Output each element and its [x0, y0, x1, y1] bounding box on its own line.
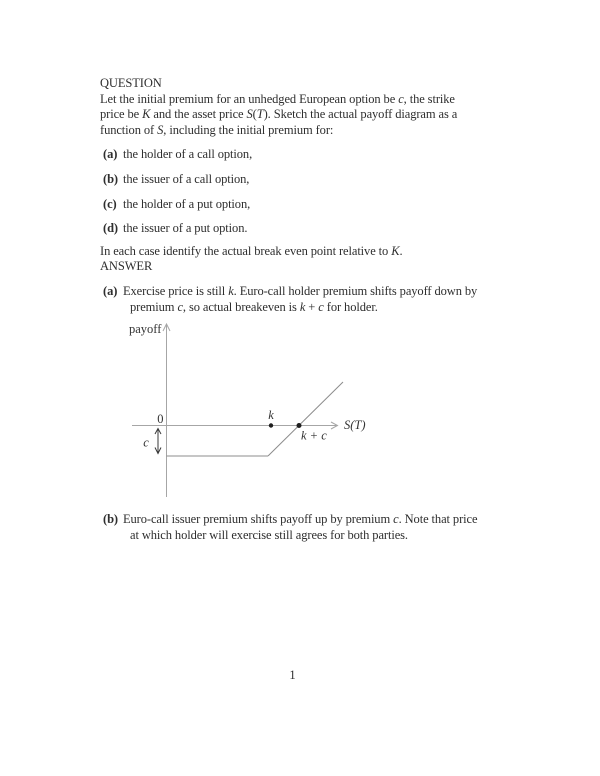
question-heading: QUESTION	[100, 76, 162, 90]
list-item-text: the holder of a call option,	[123, 147, 253, 162]
answer-item-b	[100, 512, 500, 543]
question-intro-line: price be K and the asset price S(T). Sketch the actual payoff diagram as a	[100, 107, 458, 122]
answer-b-line: at which holder will exercise still agrees for both parties.	[130, 527, 408, 542]
list-item-label: (a)	[103, 147, 118, 162]
question-intro-line: function of S, including the initial premium for:	[100, 122, 334, 137]
list-item-text: the issuer of a put option.	[123, 221, 248, 236]
strike-point-dot	[269, 423, 273, 427]
question-answer-block	[100, 76, 500, 315]
list-item-text: the issuer of a call option,	[123, 171, 250, 186]
answer-item-body	[123, 284, 477, 315]
y-axis-label: payoff	[129, 322, 162, 336]
list-item-label: (d)	[103, 221, 118, 236]
answer-item-label: (b)	[103, 512, 118, 526]
answer-a-line: premium c, so actual breakeven is k + c for holder.	[130, 299, 378, 314]
page-number: 1	[289, 668, 296, 682]
answer-b-line: Euro-call issuer premium shifts payoff up by premium c. Note that price	[123, 512, 478, 526]
answer-item-body	[123, 512, 477, 543]
list-item-label: (b)	[103, 171, 118, 186]
list-item-b	[100, 172, 500, 188]
payoff-rising-segment	[268, 382, 343, 456]
premium-label: c	[143, 435, 149, 450]
payoff-diagram	[120, 315, 385, 515]
x-axis-label: S(T)	[344, 418, 366, 432]
question-outro-line: In each case identify the actual break even point relative to K.	[100, 243, 403, 258]
list-item-c	[100, 197, 500, 213]
answer-item-label: (a)	[103, 283, 118, 298]
origin-label: 0	[157, 412, 164, 426]
list-item-a	[100, 147, 500, 163]
answer-item-a	[100, 284, 500, 315]
list-item-d	[100, 221, 500, 237]
breakeven-point-dot	[297, 423, 302, 428]
list-item-label: (c)	[103, 196, 117, 211]
strike-label: k	[268, 408, 274, 422]
list-item-text: the holder of a put option,	[123, 196, 251, 211]
answer-heading: ANSWER	[100, 259, 153, 274]
answer-a-line: Exercise price is still k. Euro-call holder premium shifts payoff down by	[123, 283, 478, 298]
question-intro-line: Let the initial premium for an unhedged European option be c, the strike	[100, 91, 455, 106]
breakeven-label: k + c	[301, 428, 327, 443]
